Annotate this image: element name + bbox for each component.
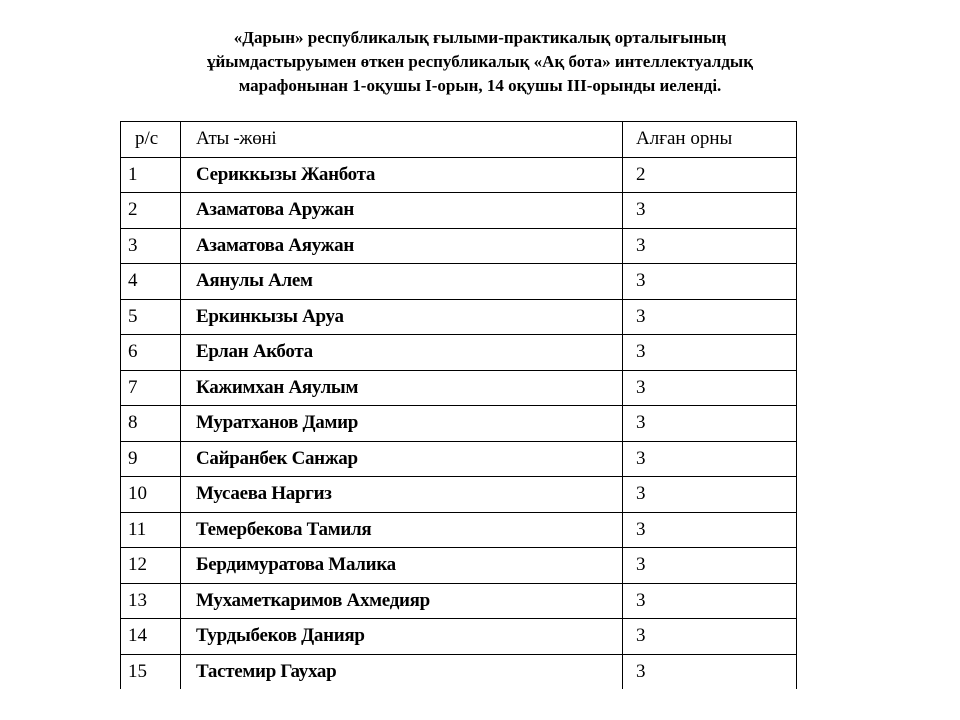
row-name-cell: Мусаева Наргиз [181, 477, 623, 513]
row-name-cell: Сайранбек Санжар [181, 441, 623, 477]
row-place-cell: 3 [623, 441, 797, 477]
row-number-cell: 13 [121, 583, 181, 619]
row-name-cell: Азаматова Аяужан [181, 228, 623, 264]
table-row [121, 512, 797, 548]
header-number: р/с [121, 122, 181, 158]
table-row [121, 654, 797, 689]
row-number-cell: 6 [121, 335, 181, 371]
row-number-cell: 11 [121, 512, 181, 548]
results-table [120, 121, 797, 689]
header-place: Алған орны [623, 122, 797, 158]
heading-line-3: марафонынан 1-оқушы І-орын, 14 оқушы ІІІ-орынды иеленді. [238, 76, 722, 95]
table-row [121, 548, 797, 584]
row-name-cell: Кажимхан Аяулым [181, 370, 623, 406]
table-row [121, 335, 797, 371]
table-row [121, 406, 797, 442]
row-name-cell: Ерлан Акбота [181, 335, 623, 371]
table-row [121, 370, 797, 406]
table-row [121, 264, 797, 300]
row-number-cell: 12 [121, 548, 181, 584]
row-place-cell: 3 [623, 335, 797, 371]
row-name-cell: Аянулы Алем [181, 264, 623, 300]
row-number-cell: 7 [121, 370, 181, 406]
row-name-cell: Еркинкызы Аруа [181, 299, 623, 335]
row-name-cell: Мухаметкаримов Ахмедияр [181, 583, 623, 619]
row-name-cell: Бердимуратова Малика [181, 548, 623, 584]
row-place-cell: 3 [623, 548, 797, 584]
row-name-cell: Азаматова Аружан [181, 193, 623, 229]
row-place-cell: 3 [623, 193, 797, 229]
row-name-cell: Турдыбеков Данияр [181, 619, 623, 655]
table-row [121, 583, 797, 619]
row-place-cell: 3 [623, 228, 797, 264]
row-name-cell: Темербекова Тамиля [181, 512, 623, 548]
row-name-cell: Муратханов Дамир [181, 406, 623, 442]
row-number-cell: 8 [121, 406, 181, 442]
heading-line-2: ұйымдастыруымен өткен республикалық «Ақ бота» интеллектуалдық [206, 52, 754, 71]
row-place-cell: 3 [623, 406, 797, 442]
table-body [121, 157, 797, 689]
heading-line-1: «Дарын» республикалық ғылыми-практикалық орталығының [233, 28, 727, 47]
table-row [121, 228, 797, 264]
row-place-cell: 3 [623, 512, 797, 548]
row-number-cell: 3 [121, 228, 181, 264]
table-header-row [121, 122, 797, 158]
row-number-cell: 14 [121, 619, 181, 655]
table-row [121, 477, 797, 513]
table-row [121, 619, 797, 655]
row-name-cell: Сериккызы Жанбота [181, 157, 623, 193]
row-number-cell: 5 [121, 299, 181, 335]
row-number-cell: 9 [121, 441, 181, 477]
row-place-cell: 3 [623, 370, 797, 406]
row-place-cell: 3 [623, 477, 797, 513]
row-number-cell: 4 [121, 264, 181, 300]
row-place-cell: 3 [623, 654, 797, 689]
table-row [121, 441, 797, 477]
row-number-cell: 10 [121, 477, 181, 513]
table-row [121, 299, 797, 335]
row-number-cell: 1 [121, 157, 181, 193]
row-place-cell: 3 [623, 619, 797, 655]
row-place-cell: 3 [623, 264, 797, 300]
table-row [121, 157, 797, 193]
table-row [121, 193, 797, 229]
header-full-name: Аты -жөні [181, 122, 623, 158]
document-heading [60, 26, 900, 98]
row-number-cell: 15 [121, 654, 181, 689]
row-place-cell: 2 [623, 157, 797, 193]
row-number-cell: 2 [121, 193, 181, 229]
row-place-cell: 3 [623, 299, 797, 335]
row-place-cell: 3 [623, 583, 797, 619]
row-name-cell: Тастемир Гаухар [181, 654, 623, 689]
